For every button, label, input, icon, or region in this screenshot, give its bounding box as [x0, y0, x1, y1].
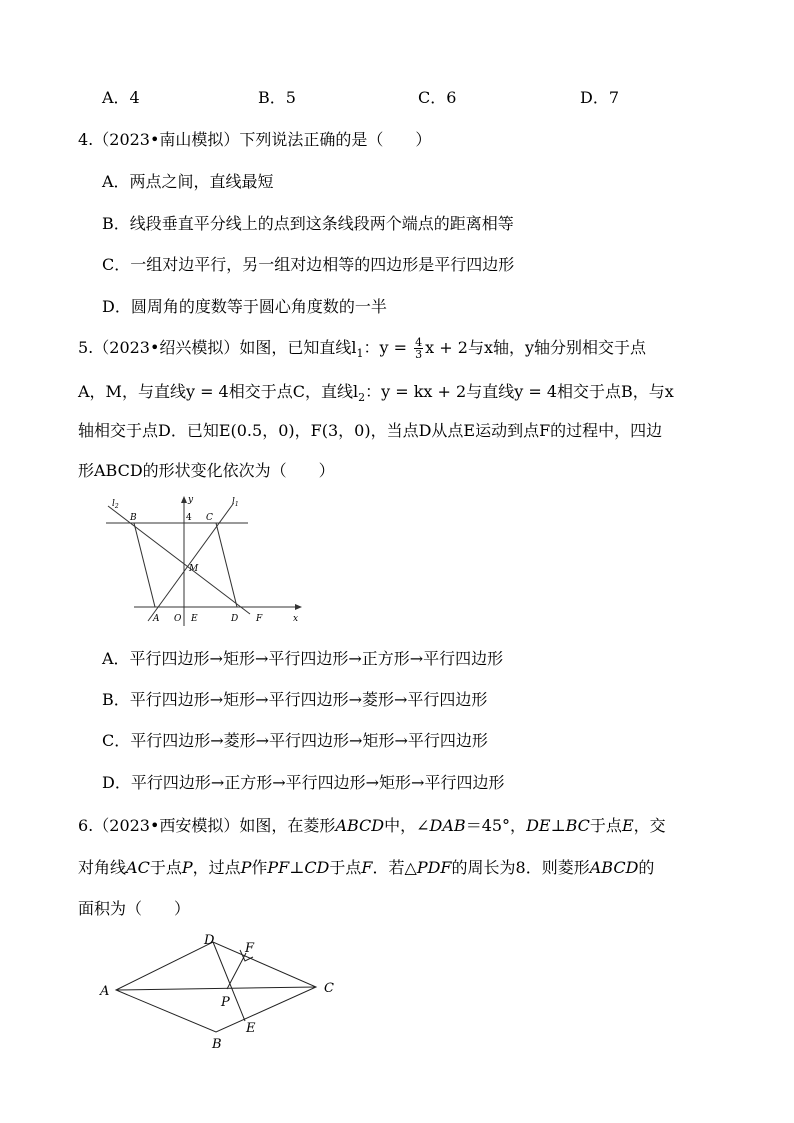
q5-fraction: [414, 337, 423, 360]
label-f: F: [245, 941, 255, 956]
q6-pdf: PDF: [416, 858, 452, 877]
q5-frac-den: 3: [415, 348, 423, 361]
label-l1: $l_1$: [232, 497, 239, 508]
label-o: O: [174, 614, 182, 624]
label-p: P: [221, 995, 230, 1010]
q6-p2: P: [240, 858, 252, 877]
q6-text-1c: ＝45°，: [465, 816, 527, 835]
q6-abcd-1: ABCD: [335, 816, 385, 835]
q6-pf: PF: [267, 858, 290, 877]
q6-text-1a: 6.（2023•西安模拟）如图，在菱形: [78, 816, 336, 835]
label-x: x: [293, 614, 299, 624]
q5-frac-num: 4: [415, 336, 423, 349]
q4-option-b: B．线段垂直平分线上的点到这条线段两个端点的距离相等: [102, 214, 514, 233]
q6-text-2d: 作: [251, 858, 268, 877]
q6-text-1e: 于点: [589, 816, 622, 835]
q5-option-c: C．平行四边形→菱形→平行四边形→矩形→平行四边形: [102, 731, 488, 750]
label-e: E: [191, 614, 198, 624]
q3-option-a: A．4: [102, 88, 140, 107]
q4-option-d: D．圆周角的度数等于圆心角度数的一半: [102, 297, 387, 316]
q5-stem-line-1: [78, 337, 646, 364]
q5-text-1c: x + 2与x轴，y轴分别相交于点: [425, 338, 647, 357]
q5-text-1b: ：y =: [363, 338, 413, 357]
label-f: F: [256, 614, 263, 624]
segment-cd: [216, 523, 237, 607]
label-c: C: [324, 981, 334, 996]
q5-text-2a: A，M，与直线y = 4相交于点C，直线l: [78, 382, 359, 401]
q6-p: P: [181, 858, 193, 877]
q6-e: E: [621, 816, 634, 835]
q3-option-d: D．7: [580, 88, 620, 107]
q3-option-b: B．5: [258, 88, 296, 107]
label-d: D: [204, 933, 215, 948]
q5-stem-line-3: 轴相交于点D．已知E(0.5，0)，F(3，0)，当点D从点E运动到点F的过程中，四边: [78, 421, 663, 440]
segment-pf: [227, 953, 246, 989]
q6-f: F: [361, 858, 373, 877]
y-axis-arrow: [181, 496, 187, 503]
q6-stem-line-2: [78, 858, 654, 878]
label-a: A: [153, 614, 160, 624]
q6-text-2c: ，过点: [192, 858, 241, 877]
q6-figure: [96, 928, 346, 1054]
q6-text-2a: 对角线: [78, 858, 127, 877]
q6-text-2b: 于点: [149, 858, 182, 877]
q4-stem: 4.（2023•南山模拟）下列说法正确的是（ ）: [78, 130, 432, 149]
q5-sub-2: 2: [358, 391, 366, 405]
q5-text-1a: 5.（2023•绍兴模拟）如图，已知直线l: [78, 338, 357, 357]
q5-stem-line-4: 形ABCD的形状变化依次为（ ）: [78, 461, 335, 480]
q5-figure: [98, 490, 308, 626]
q5-sub-1: 1: [356, 347, 364, 361]
label-c: C: [206, 513, 213, 523]
q6-de: DE: [526, 816, 551, 835]
q6-abcd-2: ABCD: [589, 858, 639, 877]
q6-text-2i: 的: [638, 858, 655, 877]
q5-option-b: B．平行四边形→矩形→平行四边形→菱形→平行四边形: [102, 690, 488, 709]
q5-stem-line-2: [78, 382, 674, 408]
q5-option-d: D．平行四边形→正方形→平行四边形→矩形→平行四边形: [102, 773, 505, 792]
label-a: A: [100, 984, 110, 999]
q6-dab: DAB: [429, 816, 466, 835]
label-b: B: [130, 513, 137, 523]
q4-option-c: C．一组对边平行，另一组对边相等的四边形是平行四边形: [102, 255, 515, 274]
q4-option-a: A．两点之间，直线最短: [102, 172, 274, 191]
segment-ba: [134, 523, 155, 607]
q6-text-2f: 于点: [329, 858, 362, 877]
q6-text-1d: ⊥: [550, 816, 566, 835]
x-axis-arrow: [295, 604, 302, 610]
q5-text-2b: ：y = kx + 2与直线y = 4相交于点B，与x: [365, 382, 674, 401]
q5-option-a: A．平行四边形→矩形→平行四边形→正方形→平行四边形: [102, 649, 504, 668]
diagonal-ac: [116, 987, 316, 990]
q6-ac: AC: [126, 858, 150, 877]
q3-option-c: C．6: [418, 88, 457, 107]
q6-text-1f: ，交: [633, 816, 666, 835]
label-d: D: [231, 614, 239, 624]
label-l2: $l_2$: [112, 499, 119, 510]
label-m: M: [189, 564, 199, 574]
label-4: 4: [186, 513, 192, 523]
q6-text-2h: 的周长为8．则菱形: [451, 858, 590, 877]
label-y: y: [188, 495, 194, 505]
q6-text-2e: ⊥: [289, 858, 305, 877]
q6-text-1b: 中，∠: [384, 816, 430, 835]
q6-stem-line-1: [78, 816, 666, 836]
q6-cd: CD: [304, 858, 330, 877]
q6-stem-line-3: 面积为（ ）: [78, 899, 191, 918]
label-b: B: [212, 1037, 222, 1052]
q6-bc: BC: [565, 816, 590, 835]
q6-text-2g: ．若△: [372, 858, 417, 877]
label-e: E: [246, 1021, 256, 1036]
